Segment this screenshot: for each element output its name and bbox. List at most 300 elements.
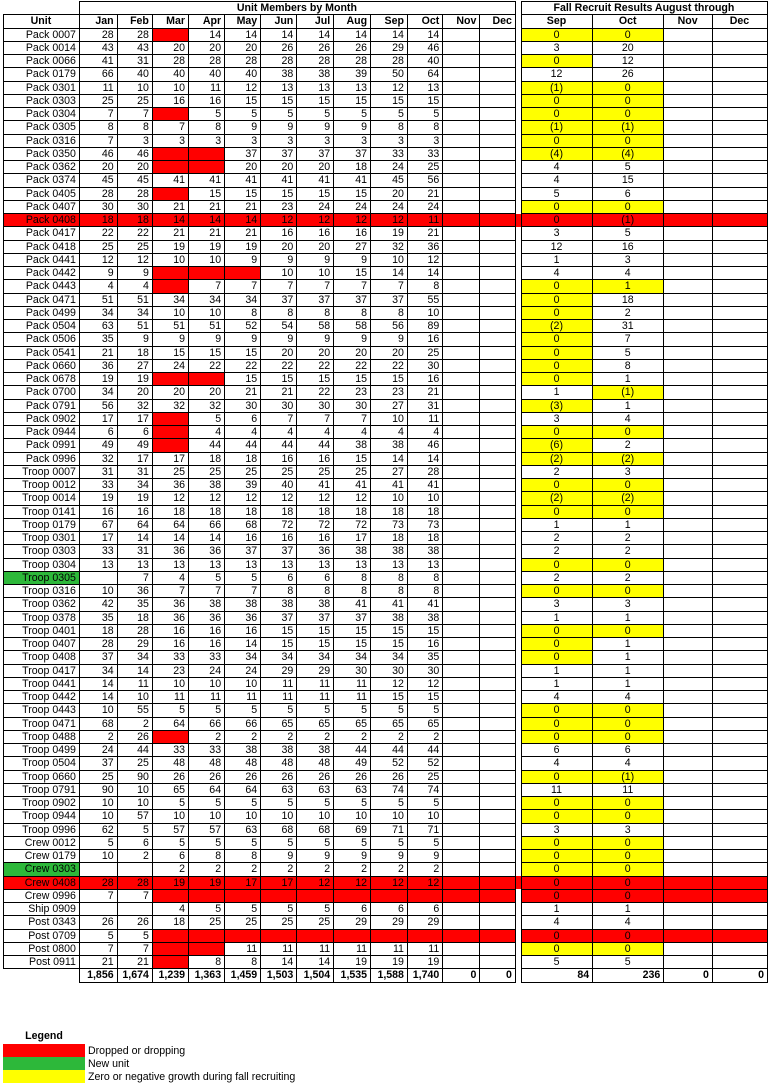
member-count-cell: 64: [189, 783, 225, 796]
unit-name-cell: Pack 0944: [4, 426, 80, 439]
member-count-cell: 38: [334, 545, 371, 558]
table-row: [4, 505, 768, 518]
unit-name-cell: Pack 0362: [4, 161, 80, 174]
member-count-cell: 42: [79, 598, 117, 611]
member-count-cell: 20: [334, 346, 371, 359]
recruit-result-cell: [712, 240, 767, 253]
member-count-cell: 41: [371, 479, 408, 492]
table-row: [4, 465, 768, 478]
member-count-cell: 30: [117, 200, 152, 213]
member-count-cell: 33: [79, 545, 117, 558]
member-count-cell: 38: [189, 598, 225, 611]
member-count-cell: 20: [117, 386, 152, 399]
member-count-cell: 18: [152, 505, 188, 518]
recruit-result-cell: 0: [593, 876, 664, 889]
table-row: [4, 863, 768, 876]
member-count-cell: 9: [117, 333, 152, 346]
recruit-result-cell: (4): [593, 147, 664, 160]
member-count-cell: [443, 253, 480, 266]
recruit-result-cell: [664, 240, 713, 253]
member-count-cell: 7: [79, 889, 117, 902]
member-count-cell: 8: [297, 585, 334, 598]
table-row: [4, 638, 768, 651]
member-count-cell: [443, 81, 480, 94]
month-header-jan: Jan: [79, 15, 117, 28]
member-count-cell: [480, 518, 515, 531]
member-count-cell: 24: [297, 200, 334, 213]
recruit-result-cell: 20: [593, 41, 664, 54]
recruit-result-cell: (6): [521, 439, 592, 452]
recruit-group-header: Fall Recruit Results August through: [521, 2, 767, 15]
member-count-cell: 40: [189, 68, 225, 81]
member-count-cell: 20: [261, 346, 297, 359]
recruit-result-cell: 0: [521, 770, 592, 783]
member-count-cell: [480, 346, 515, 359]
member-count-cell: 16: [189, 638, 225, 651]
member-count-cell: 34: [371, 651, 408, 664]
member-count-cell: 14: [407, 452, 442, 465]
member-count-cell: 66: [189, 518, 225, 531]
recruit-result-cell: 1: [521, 677, 592, 690]
member-count-cell: 10: [261, 810, 297, 823]
recruit-result-cell: [664, 227, 713, 240]
table-row: [4, 68, 768, 81]
member-count-cell: 41: [261, 174, 297, 187]
member-count-cell: 7: [261, 412, 297, 425]
member-count-cell: 29: [334, 916, 371, 929]
member-count-cell: 28: [189, 55, 225, 68]
member-count-cell: 44: [371, 744, 408, 757]
table-row: [4, 386, 768, 399]
member-count-cell: [152, 889, 188, 902]
member-count-cell: 34: [117, 651, 152, 664]
member-count-cell: [480, 214, 515, 227]
member-count-cell: 7: [117, 889, 152, 902]
unit-name-cell: Crew 0303: [4, 863, 80, 876]
member-count-cell: [480, 94, 515, 107]
total-members-cell: 1,459: [225, 969, 261, 982]
member-count-cell: [443, 333, 480, 346]
recruit-result-cell: [664, 505, 713, 518]
unit-name-cell: Troop 0443: [4, 704, 80, 717]
recruit-result-cell: 12: [521, 240, 592, 253]
recruit-result-cell: 0: [593, 624, 664, 637]
unit-name-cell: Pack 0441: [4, 253, 80, 266]
recruit-result-cell: 1: [593, 518, 664, 531]
member-count-cell: 12: [334, 492, 371, 505]
member-count-cell: 18: [407, 532, 442, 545]
member-count-cell: 30: [261, 399, 297, 412]
member-count-cell: [480, 677, 515, 690]
recruit-result-cell: 0: [593, 94, 664, 107]
recruit-result-cell: [712, 200, 767, 213]
recruit-result-cell: [712, 306, 767, 319]
member-count-cell: 21: [189, 227, 225, 240]
member-count-cell: [443, 730, 480, 743]
legend-item: [3, 1044, 295, 1057]
member-count-cell: 71: [407, 823, 442, 836]
table-row: [4, 134, 768, 147]
member-count-cell: 56: [407, 174, 442, 187]
member-count-cell: [443, 505, 480, 518]
member-count-cell: 10: [79, 850, 117, 863]
unit-name-cell: Pack 0791: [4, 399, 80, 412]
table-row: [4, 306, 768, 319]
member-count-cell: 10: [79, 704, 117, 717]
member-count-cell: 13: [334, 81, 371, 94]
member-count-cell: 34: [117, 306, 152, 319]
member-count-cell: 5: [334, 704, 371, 717]
recruit-result-cell: [664, 571, 713, 584]
member-count-cell: 8: [117, 121, 152, 134]
member-count-cell: 5: [117, 823, 152, 836]
unit-name-cell: Troop 0179: [4, 518, 80, 531]
recruit-result-cell: 0: [593, 863, 664, 876]
recruit-result-cell: 0: [521, 876, 592, 889]
member-count-cell: 37: [225, 147, 261, 160]
member-count-cell: [480, 956, 515, 969]
member-count-cell: 41: [189, 174, 225, 187]
recruit-result-cell: [664, 253, 713, 266]
recruit-result-cell: [712, 399, 767, 412]
recruit-result-cell: [712, 121, 767, 134]
recruit-result-cell: [664, 174, 713, 187]
member-count-cell: 14: [152, 532, 188, 545]
member-count-cell: 38: [371, 545, 408, 558]
member-count-cell: 14: [225, 638, 261, 651]
member-count-cell: 6: [261, 571, 297, 584]
member-count-cell: 10: [117, 783, 152, 796]
member-count-cell: 31: [117, 545, 152, 558]
recruit-result-cell: [664, 903, 713, 916]
member-count-cell: 64: [152, 717, 188, 730]
member-count-cell: 12: [334, 214, 371, 227]
member-count-cell: 63: [79, 320, 117, 333]
member-count-cell: 18: [334, 161, 371, 174]
unit-name-cell: Troop 0407: [4, 638, 80, 651]
unit-name-cell: Crew 0012: [4, 836, 80, 849]
member-count-cell: [480, 691, 515, 704]
member-count-cell: 28: [225, 55, 261, 68]
member-count-cell: [480, 850, 515, 863]
member-count-cell: 15: [407, 624, 442, 637]
member-count-cell: 33: [189, 651, 225, 664]
member-count-cell: 11: [261, 942, 297, 955]
recruit-result-cell: [664, 200, 713, 213]
member-count-cell: 65: [371, 717, 408, 730]
member-count-cell: [480, 412, 515, 425]
table-row: [4, 611, 768, 624]
member-count-cell: 9: [261, 253, 297, 266]
member-count-cell: [443, 373, 480, 386]
member-count-cell: 25: [297, 465, 334, 478]
member-count-cell: 5: [297, 704, 334, 717]
member-count-cell: 5: [189, 797, 225, 810]
member-count-cell: 6: [297, 571, 334, 584]
member-count-cell: 10: [79, 797, 117, 810]
member-count-cell: 11: [297, 942, 334, 955]
table-row: [4, 783, 768, 796]
recruit-result-cell: 0: [521, 558, 592, 571]
member-count-cell: 15: [225, 373, 261, 386]
member-count-cell: 26: [371, 770, 408, 783]
table-row: [4, 545, 768, 558]
member-count-cell: 44: [189, 439, 225, 452]
member-count-cell: 6: [117, 426, 152, 439]
member-count-cell: 3: [152, 134, 188, 147]
member-count-cell: 17: [79, 532, 117, 545]
member-count-cell: 51: [117, 320, 152, 333]
unit-name-cell: Pack 0179: [4, 68, 80, 81]
member-count-cell: [297, 889, 334, 902]
member-count-cell: 8: [334, 306, 371, 319]
recruit-result-cell: 3: [593, 465, 664, 478]
recruit-result-cell: [712, 744, 767, 757]
recruit-result-cell: 0: [593, 585, 664, 598]
member-count-cell: 31: [407, 399, 442, 412]
recruit-result-cell: 4: [521, 267, 592, 280]
member-count-cell: [334, 889, 371, 902]
member-count-cell: [443, 677, 480, 690]
recruit-result-cell: 0: [521, 306, 592, 319]
member-count-cell: 17: [79, 412, 117, 425]
member-count-cell: 9: [407, 850, 442, 863]
member-count-cell: 5: [261, 797, 297, 810]
table-row: [4, 108, 768, 121]
recruit-result-cell: 12: [593, 55, 664, 68]
member-count-cell: 10: [189, 677, 225, 690]
recruit-result-cell: [664, 730, 713, 743]
member-count-cell: [480, 651, 515, 664]
recruit-result-cell: 4: [521, 174, 592, 187]
table-row: [4, 28, 768, 41]
recruit-result-cell: [664, 306, 713, 319]
member-count-cell: [480, 174, 515, 187]
unit-name-cell: Troop 0441: [4, 677, 80, 690]
recruit-result-cell: [712, 426, 767, 439]
table-row: [4, 704, 768, 717]
table-row: [4, 293, 768, 306]
recruit-result-cell: 2: [521, 545, 592, 558]
member-count-cell: 18: [117, 214, 152, 227]
recruit-result-cell: [664, 585, 713, 598]
unit-name-cell: Pack 0417: [4, 227, 80, 240]
recruit-result-cell: 2: [521, 571, 592, 584]
member-count-cell: 30: [407, 664, 442, 677]
member-count-cell: 36: [407, 240, 442, 253]
recruit-result-cell: [712, 108, 767, 121]
recruit-result-cell: 0: [521, 810, 592, 823]
member-count-cell: 14: [297, 956, 334, 969]
member-count-cell: [443, 108, 480, 121]
table-row: [4, 55, 768, 68]
member-count-cell: 20: [371, 187, 408, 200]
member-count-cell: 16: [225, 532, 261, 545]
member-count-cell: 7: [334, 412, 371, 425]
member-count-cell: 45: [117, 174, 152, 187]
member-count-cell: [152, 187, 188, 200]
member-count-cell: 16: [407, 373, 442, 386]
member-count-cell: 28: [407, 465, 442, 478]
member-count-cell: [443, 744, 480, 757]
member-count-cell: 19: [152, 876, 188, 889]
unit-column-header: Unit: [4, 15, 80, 28]
recruit-result-cell: [712, 161, 767, 174]
recruit-result-cell: [664, 439, 713, 452]
member-count-cell: 25: [79, 770, 117, 783]
member-count-cell: [443, 876, 480, 889]
member-count-cell: [443, 611, 480, 624]
recruit-result-cell: (1): [521, 81, 592, 94]
table-row: [4, 346, 768, 359]
member-count-cell: [480, 479, 515, 492]
recruit-result-cell: [664, 479, 713, 492]
member-count-cell: 5: [371, 797, 408, 810]
recruit-result-cell: 3: [521, 823, 592, 836]
recruit-result-cell: 2: [593, 439, 664, 452]
recruit-result-cell: 1: [521, 518, 592, 531]
member-count-cell: [480, 505, 515, 518]
member-count-cell: [480, 240, 515, 253]
member-count-cell: 22: [261, 359, 297, 372]
member-count-cell: 30: [297, 399, 334, 412]
member-count-cell: [480, 81, 515, 94]
member-count-cell: 41: [225, 174, 261, 187]
recruit-result-cell: 3: [593, 823, 664, 836]
recruit-result-cell: [664, 518, 713, 531]
recruit-result-cell: [712, 386, 767, 399]
member-count-cell: 10: [407, 306, 442, 319]
member-count-cell: 56: [371, 320, 408, 333]
member-count-cell: 12: [297, 214, 334, 227]
member-count-cell: 14: [189, 214, 225, 227]
member-count-cell: 18: [152, 916, 188, 929]
recruit-result-cell: [712, 810, 767, 823]
member-count-cell: 2: [297, 863, 334, 876]
member-count-cell: [480, 161, 515, 174]
unit-name-cell: Troop 0791: [4, 783, 80, 796]
member-count-cell: 41: [152, 174, 188, 187]
member-count-cell: 13: [297, 81, 334, 94]
recruit-result-cell: [664, 651, 713, 664]
member-count-cell: 3: [297, 134, 334, 147]
recruit-result-cell: 0: [593, 505, 664, 518]
member-count-cell: 57: [189, 823, 225, 836]
recruit-result-cell: [664, 465, 713, 478]
member-count-cell: [443, 134, 480, 147]
member-count-cell: 10: [117, 691, 152, 704]
member-count-cell: 20: [371, 346, 408, 359]
member-count-cell: 68: [261, 823, 297, 836]
member-count-cell: 14: [297, 28, 334, 41]
total-members-cell: 1,363: [189, 969, 225, 982]
member-count-cell: 44: [334, 744, 371, 757]
member-count-cell: 51: [79, 293, 117, 306]
member-count-cell: 11: [189, 691, 225, 704]
member-count-cell: [443, 545, 480, 558]
member-count-cell: 15: [261, 373, 297, 386]
unit-name-cell: Pack 0316: [4, 134, 80, 147]
member-count-cell: 20: [297, 161, 334, 174]
recruit-result-cell: 5: [521, 187, 592, 200]
member-count-cell: 15: [261, 638, 297, 651]
recruit-result-cell: [664, 267, 713, 280]
recruit-result-cell: [664, 956, 713, 969]
member-count-cell: 16: [117, 505, 152, 518]
member-count-cell: 16: [407, 638, 442, 651]
unit-name-cell: Pack 0405: [4, 187, 80, 200]
member-count-cell: 37: [261, 293, 297, 306]
member-count-cell: 44: [261, 439, 297, 452]
member-count-cell: 55: [117, 704, 152, 717]
table-row: [4, 571, 768, 584]
member-count-cell: 14: [261, 956, 297, 969]
member-count-cell: 44: [225, 439, 261, 452]
recruit-result-cell: 1: [593, 651, 664, 664]
member-count-cell: 37: [334, 147, 371, 160]
member-count-cell: 17: [225, 876, 261, 889]
legend-swatch-yellow: [3, 1070, 85, 1083]
total-recruit-cell: 236: [593, 969, 664, 982]
member-count-cell: [443, 823, 480, 836]
member-count-cell: [480, 227, 515, 240]
member-count-cell: [443, 558, 480, 571]
member-count-cell: 37: [334, 293, 371, 306]
member-count-cell: 9: [261, 121, 297, 134]
member-count-cell: 15: [297, 187, 334, 200]
recruit-result-cell: (2): [593, 492, 664, 505]
month-header-sep: Sep: [371, 15, 408, 28]
recruit-result-cell: [712, 214, 767, 227]
member-count-cell: 12: [297, 876, 334, 889]
recruit-result-cell: 0: [521, 850, 592, 863]
unit-name-cell: Pack 0408: [4, 214, 80, 227]
recruit-result-cell: [712, 505, 767, 518]
member-count-cell: 40: [152, 68, 188, 81]
member-count-cell: 6: [407, 903, 442, 916]
member-count-cell: 28: [371, 55, 408, 68]
member-count-cell: 45: [371, 174, 408, 187]
legend-label: Zero or negative growth during fall recruiting: [88, 1070, 296, 1083]
recruit-result-cell: [712, 903, 767, 916]
legend-swatch-red: [3, 1044, 85, 1057]
table-row: [4, 227, 768, 240]
member-count-cell: 26: [261, 770, 297, 783]
member-count-cell: 19: [371, 956, 408, 969]
table-row: [4, 889, 768, 902]
member-count-cell: 28: [79, 638, 117, 651]
member-count-cell: 30: [225, 399, 261, 412]
table-row: [4, 651, 768, 664]
member-count-cell: 18: [79, 624, 117, 637]
member-count-cell: 5: [189, 704, 225, 717]
recruit-result-cell: (2): [521, 452, 592, 465]
member-count-cell: [480, 293, 515, 306]
member-count-cell: 11: [152, 691, 188, 704]
recruit-result-cell: 2: [593, 306, 664, 319]
member-count-cell: 34: [189, 293, 225, 306]
recruit-result-cell: 3: [521, 227, 592, 240]
member-count-cell: [443, 439, 480, 452]
member-count-cell: 15: [261, 624, 297, 637]
member-count-cell: 13: [371, 558, 408, 571]
member-count-cell: 10: [79, 585, 117, 598]
member-count-cell: 7: [225, 585, 261, 598]
member-count-cell: 5: [225, 903, 261, 916]
member-count-cell: 7: [225, 280, 261, 293]
member-count-cell: [480, 121, 515, 134]
recruit-result-cell: [664, 929, 713, 942]
